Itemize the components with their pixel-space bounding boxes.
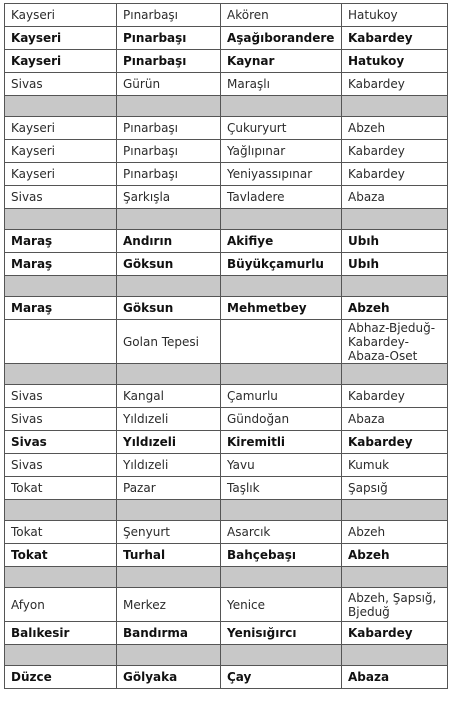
- village-cell: Tavladere: [221, 186, 342, 209]
- separator-cell: [342, 209, 448, 230]
- table-row: [5, 4, 448, 27]
- separator-cell: [117, 364, 221, 385]
- group-cell: Kabardey: [342, 140, 448, 163]
- group-cell: Kabardey: [342, 431, 448, 454]
- village-cell: Yenice: [221, 588, 342, 622]
- separator-row: [5, 209, 448, 230]
- separator-cell: [221, 209, 342, 230]
- province-cell: Kayseri: [5, 117, 117, 140]
- separator-row: [5, 276, 448, 297]
- district-cell: Kangal: [117, 385, 221, 408]
- table-row: [5, 320, 448, 364]
- village-cell: Maraşlı: [221, 73, 342, 96]
- group-cell: Abzeh, Şapsığ, Bjeduğ: [342, 588, 448, 622]
- village-cell: Yavu: [221, 454, 342, 477]
- district-cell: Pınarbaşı: [117, 140, 221, 163]
- province-cell: Tokat: [5, 544, 117, 567]
- separator-cell: [5, 500, 117, 521]
- group-cell: Abzeh: [342, 117, 448, 140]
- group-cell: Abzeh: [342, 297, 448, 320]
- separator-cell: [5, 276, 117, 297]
- separator-cell: [117, 96, 221, 117]
- village-cell: Çukuryurt: [221, 117, 342, 140]
- group-cell: Abaza: [342, 666, 448, 689]
- separator-cell: [221, 645, 342, 666]
- province-cell: Kayseri: [5, 4, 117, 27]
- province-cell: [5, 320, 117, 364]
- village-cell: Bahçebaşı: [221, 544, 342, 567]
- district-cell: Gölyaka: [117, 666, 221, 689]
- district-cell: Pazar: [117, 477, 221, 500]
- village-cell: Yağlıpınar: [221, 140, 342, 163]
- district-cell: Bandırma: [117, 622, 221, 645]
- separator-cell: [5, 364, 117, 385]
- table-row: [5, 163, 448, 186]
- province-cell: Kayseri: [5, 50, 117, 73]
- village-cell: Yeniyassıpınar: [221, 163, 342, 186]
- group-cell: Kabardey: [342, 385, 448, 408]
- province-cell: Sivas: [5, 385, 117, 408]
- table-row: [5, 230, 448, 253]
- group-cell: Kabardey: [342, 163, 448, 186]
- province-cell: Düzce: [5, 666, 117, 689]
- district-cell: Göksun: [117, 297, 221, 320]
- table-row: [5, 454, 448, 477]
- separator-cell: [342, 276, 448, 297]
- separator-cell: [221, 364, 342, 385]
- table-row: [5, 140, 448, 163]
- group-cell: Kabardey: [342, 622, 448, 645]
- group-cell: Şapsığ: [342, 477, 448, 500]
- separator-row: [5, 645, 448, 666]
- village-cell: Asarcık: [221, 521, 342, 544]
- group-cell: Ubıh: [342, 253, 448, 276]
- village-cell: Çamurlu: [221, 385, 342, 408]
- table-row: [5, 408, 448, 431]
- district-cell: Andırın: [117, 230, 221, 253]
- table-row: [5, 186, 448, 209]
- village-cell: Taşlık: [221, 477, 342, 500]
- separator-cell: [5, 96, 117, 117]
- separator-cell: [117, 567, 221, 588]
- table-row: [5, 477, 448, 500]
- district-cell: Turhal: [117, 544, 221, 567]
- separator-row: [5, 96, 448, 117]
- village-cell: Yenisığırcı: [221, 622, 342, 645]
- table-row: [5, 117, 448, 140]
- group-cell: Abaza: [342, 408, 448, 431]
- separator-cell: [221, 96, 342, 117]
- district-cell: Golan Tepesi: [117, 320, 221, 364]
- table-row: [5, 73, 448, 96]
- province-cell: Balıkesir: [5, 622, 117, 645]
- district-cell: Yıldızeli: [117, 408, 221, 431]
- separator-cell: [5, 209, 117, 230]
- separator-cell: [342, 645, 448, 666]
- separator-cell: [117, 500, 221, 521]
- group-cell: Abhaz-Bjeduğ-Kabardey-Abaza-Oset: [342, 320, 448, 364]
- village-cell: Akifiye: [221, 230, 342, 253]
- province-cell: Kayseri: [5, 163, 117, 186]
- district-cell: Pınarbaşı: [117, 4, 221, 27]
- table-row: [5, 588, 448, 622]
- separator-cell: [221, 567, 342, 588]
- province-cell: Maraş: [5, 297, 117, 320]
- group-cell: Hatukoy: [342, 50, 448, 73]
- separator-row: [5, 364, 448, 385]
- separator-row: [5, 500, 448, 521]
- district-cell: Yıldızeli: [117, 431, 221, 454]
- district-cell: Pınarbaşı: [117, 50, 221, 73]
- district-cell: Pınarbaşı: [117, 27, 221, 50]
- province-cell: Kayseri: [5, 27, 117, 50]
- group-cell: Kabardey: [342, 27, 448, 50]
- province-cell: Maraş: [5, 230, 117, 253]
- table-row: [5, 431, 448, 454]
- separator-cell: [117, 276, 221, 297]
- village-cell: Akören: [221, 4, 342, 27]
- table-row: [5, 50, 448, 73]
- village-cell: [221, 320, 342, 364]
- group-cell: Kabardey: [342, 73, 448, 96]
- district-cell: Pınarbaşı: [117, 117, 221, 140]
- district-cell: Şenyurt: [117, 521, 221, 544]
- province-cell: Sivas: [5, 454, 117, 477]
- group-cell: Ubıh: [342, 230, 448, 253]
- district-cell: Merkez: [117, 588, 221, 622]
- table-row: [5, 297, 448, 320]
- village-cell: Mehmetbey: [221, 297, 342, 320]
- table-row: [5, 666, 448, 689]
- province-cell: Maraş: [5, 253, 117, 276]
- village-cell: Çay: [221, 666, 342, 689]
- table-row: [5, 253, 448, 276]
- village-cell: Aşağıborandere: [221, 27, 342, 50]
- separator-cell: [342, 567, 448, 588]
- group-cell: Abzeh: [342, 521, 448, 544]
- separator-cell: [221, 276, 342, 297]
- province-cell: Sivas: [5, 408, 117, 431]
- separator-cell: [117, 645, 221, 666]
- table-body: [5, 4, 448, 689]
- group-cell: Abzeh: [342, 544, 448, 567]
- village-cell: Kiremitli: [221, 431, 342, 454]
- province-cell: Afyon: [5, 588, 117, 622]
- group-cell: Hatukoy: [342, 4, 448, 27]
- province-cell: Tokat: [5, 477, 117, 500]
- table-row: [5, 385, 448, 408]
- table-row: [5, 544, 448, 567]
- table-row: [5, 27, 448, 50]
- village-cell: Kaynar: [221, 50, 342, 73]
- province-cell: Sivas: [5, 186, 117, 209]
- district-cell: Pınarbaşı: [117, 163, 221, 186]
- table-container: [4, 3, 448, 689]
- table-row: [5, 622, 448, 645]
- group-cell: Kumuk: [342, 454, 448, 477]
- table-row: [5, 521, 448, 544]
- province-cell: Sivas: [5, 73, 117, 96]
- separator-cell: [342, 96, 448, 117]
- separator-row: [5, 567, 448, 588]
- village-cell: Büyükçamurlu: [221, 253, 342, 276]
- province-cell: Tokat: [5, 521, 117, 544]
- district-cell: Gürün: [117, 73, 221, 96]
- separator-cell: [221, 500, 342, 521]
- separator-cell: [342, 500, 448, 521]
- separator-cell: [5, 567, 117, 588]
- district-cell: Şarkışla: [117, 186, 221, 209]
- province-cell: Sivas: [5, 431, 117, 454]
- separator-cell: [342, 364, 448, 385]
- separator-cell: [5, 645, 117, 666]
- district-cell: Göksun: [117, 253, 221, 276]
- group-cell: Abaza: [342, 186, 448, 209]
- village-table: [4, 3, 448, 689]
- province-cell: Kayseri: [5, 140, 117, 163]
- separator-cell: [117, 209, 221, 230]
- district-cell: Yıldızeli: [117, 454, 221, 477]
- village-cell: Gündoğan: [221, 408, 342, 431]
